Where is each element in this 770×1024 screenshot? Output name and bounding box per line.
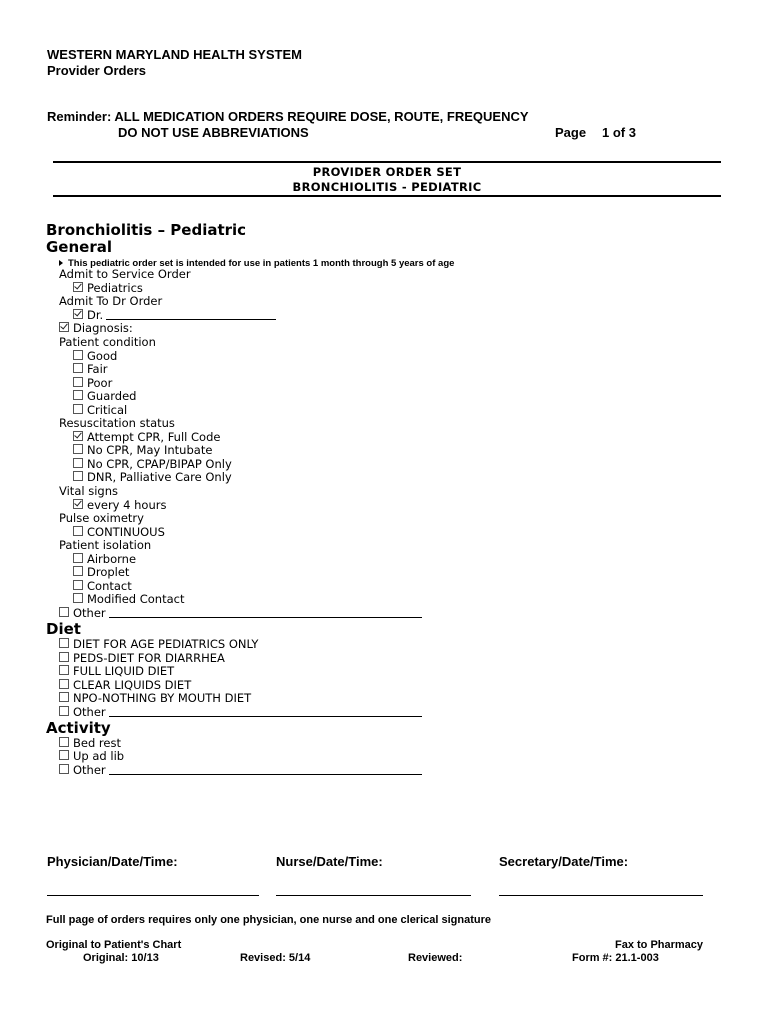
other-text-field[interactable] [109, 607, 422, 618]
page-title: Bronchiolitis – Pediatric [46, 221, 247, 239]
resuscitation-label: Resuscitation status [59, 416, 175, 430]
order-label: FULL LIQUID DIET [73, 664, 175, 678]
physician-signature-line[interactable] [47, 895, 259, 896]
arrow-icon [59, 260, 63, 266]
checkbox[interactable] [73, 404, 83, 414]
checkbox-checked[interactable] [73, 499, 83, 509]
condition-fair[interactable] [73, 363, 108, 377]
checkbox[interactable] [59, 706, 69, 716]
checkbox[interactable] [59, 737, 69, 747]
checkbox-checked[interactable] [73, 282, 83, 292]
section-heading-general: General [46, 238, 112, 256]
order-label: Fair [87, 362, 108, 376]
page-label: Page [555, 125, 587, 140]
other-text-field[interactable] [109, 706, 422, 717]
page-number: 1 of 3 [602, 125, 636, 140]
isolation-label: Patient isolation [59, 538, 152, 552]
checkbox-checked[interactable] [73, 431, 83, 441]
order-label: Dr. [87, 308, 104, 322]
order-label: Other [73, 763, 106, 777]
order-label: Up ad lib [73, 749, 125, 763]
checkbox[interactable] [73, 377, 83, 387]
order-label: Pediatrics [87, 281, 143, 295]
diet-npo[interactable] [59, 692, 251, 706]
original-to-chart: Original to Patient's Chart [46, 939, 182, 951]
checkbox[interactable] [73, 471, 83, 481]
condition-guarded[interactable] [73, 390, 136, 404]
checkbox[interactable] [59, 679, 69, 689]
order-label: every 4 hours [87, 498, 167, 512]
original-date: Original: 10/13 [83, 952, 159, 964]
order-label: Critical [87, 403, 128, 417]
order-set-subtitle: BRONCHIOLITIS - PEDIATRIC [292, 180, 482, 194]
order-label: DNR, Palliative Care Only [87, 470, 232, 484]
order-label: PEDS-DIET FOR DIARRHEA [73, 651, 225, 665]
order-label: Droplet [87, 565, 130, 579]
checkbox[interactable] [73, 553, 83, 563]
order-label: CLEAR LIQUIDS DIET [73, 678, 192, 692]
dr-name-field[interactable] [106, 309, 276, 320]
checkbox[interactable] [59, 607, 69, 617]
order-label: Poor [87, 376, 113, 390]
isolation-droplet[interactable] [73, 566, 129, 580]
age-note-text: This pediatric order set is intended for use in patients 1 month through 5 years of age [68, 258, 455, 269]
order-label: No CPR, May Intubate [87, 443, 213, 457]
form-name: Provider Orders [47, 63, 146, 78]
order-label: CONTINUOUS [87, 525, 165, 539]
physician-signature-label: Physician/Date/Time: [47, 854, 178, 869]
other-text-field[interactable] [109, 764, 422, 775]
section-heading-activity: Activity [46, 719, 111, 737]
general-other[interactable] [59, 607, 422, 621]
order-label: Good [87, 349, 118, 363]
admit-dr-label: Admit To Dr Order [59, 294, 163, 308]
checkbox[interactable] [59, 692, 69, 702]
checkbox[interactable] [73, 363, 83, 373]
order-label: NPO-NOTHING BY MOUTH DIET [73, 691, 252, 705]
secretary-signature-label: Secretary/Date/Time: [499, 854, 629, 869]
order-label: Guarded [87, 389, 137, 403]
nurse-signature-label: Nurse/Date/Time: [276, 854, 383, 869]
order-label: Contact [87, 579, 132, 593]
top-rule [53, 161, 721, 163]
order-label: No CPR, CPAP/BIPAP Only [87, 457, 232, 471]
revised-date: Revised: 5/14 [240, 952, 311, 964]
checkbox[interactable] [59, 652, 69, 662]
form-number: Form #: 21.1-003 [572, 952, 659, 964]
secretary-signature-line[interactable] [499, 895, 703, 896]
vital-signs-label: Vital signs [59, 484, 118, 498]
section-heading-diet: Diet [46, 620, 81, 638]
fax-to-pharmacy: Fax to Pharmacy [615, 939, 704, 951]
order-label: Other [73, 606, 106, 620]
reviewed-date: Reviewed: [408, 952, 463, 964]
order-label: Bed rest [73, 736, 121, 750]
resus-may-intubate[interactable] [73, 444, 212, 458]
bottom-rule [53, 195, 721, 197]
reminder-line-1: Reminder: ALL MEDICATION ORDERS REQUIRE DOSE, ROUTE, FREQUENCY [47, 109, 529, 124]
order-diagnosis[interactable] [59, 322, 133, 336]
nurse-signature-line[interactable] [276, 895, 471, 896]
patient-condition-label: Patient condition [59, 335, 156, 349]
checkbox-checked[interactable] [73, 309, 83, 319]
checkbox[interactable] [59, 750, 69, 760]
diet-for-age[interactable] [59, 638, 258, 652]
order-label: Modified Contact [87, 592, 185, 606]
checkbox[interactable] [59, 665, 69, 675]
reminder-line-2: DO NOT USE ABBREVIATIONS [118, 125, 309, 140]
resus-dnr[interactable] [73, 471, 232, 485]
checkbox[interactable] [73, 526, 83, 536]
checkbox[interactable] [59, 764, 69, 774]
activity-up-ad-lib[interactable] [59, 750, 124, 764]
order-label: Attempt CPR, Full Code [87, 430, 221, 444]
checkbox[interactable] [73, 566, 83, 576]
order-label: Other [73, 705, 106, 719]
checkbox[interactable] [59, 638, 69, 648]
order-label: Airborne [87, 552, 137, 566]
checkbox-checked[interactable] [59, 322, 69, 332]
isolation-modified-contact[interactable] [73, 593, 184, 607]
org-name: WESTERN MARYLAND HEALTH SYSTEM [47, 47, 302, 62]
admit-service-label: Admit to Service Order [59, 267, 191, 281]
diet-other[interactable] [59, 706, 422, 720]
signature-requirement-note: Full page of orders requires only one physician, one nurse and one clerical signature [46, 914, 492, 926]
checkbox[interactable] [73, 593, 83, 603]
checkbox[interactable] [73, 458, 83, 468]
order-set-title: PROVIDER ORDER SET [312, 165, 462, 179]
diet-full-liquid[interactable] [59, 665, 174, 679]
order-label: Diagnosis: [73, 321, 133, 335]
order-label: DIET FOR AGE PEDIATRICS ONLY [73, 637, 259, 651]
checkbox[interactable] [73, 350, 83, 360]
checkbox[interactable] [73, 390, 83, 400]
checkbox[interactable] [73, 580, 83, 590]
activity-other[interactable] [59, 764, 422, 778]
checkbox[interactable] [73, 444, 83, 454]
pulse-oximetry-label: Pulse oximetry [59, 511, 144, 525]
